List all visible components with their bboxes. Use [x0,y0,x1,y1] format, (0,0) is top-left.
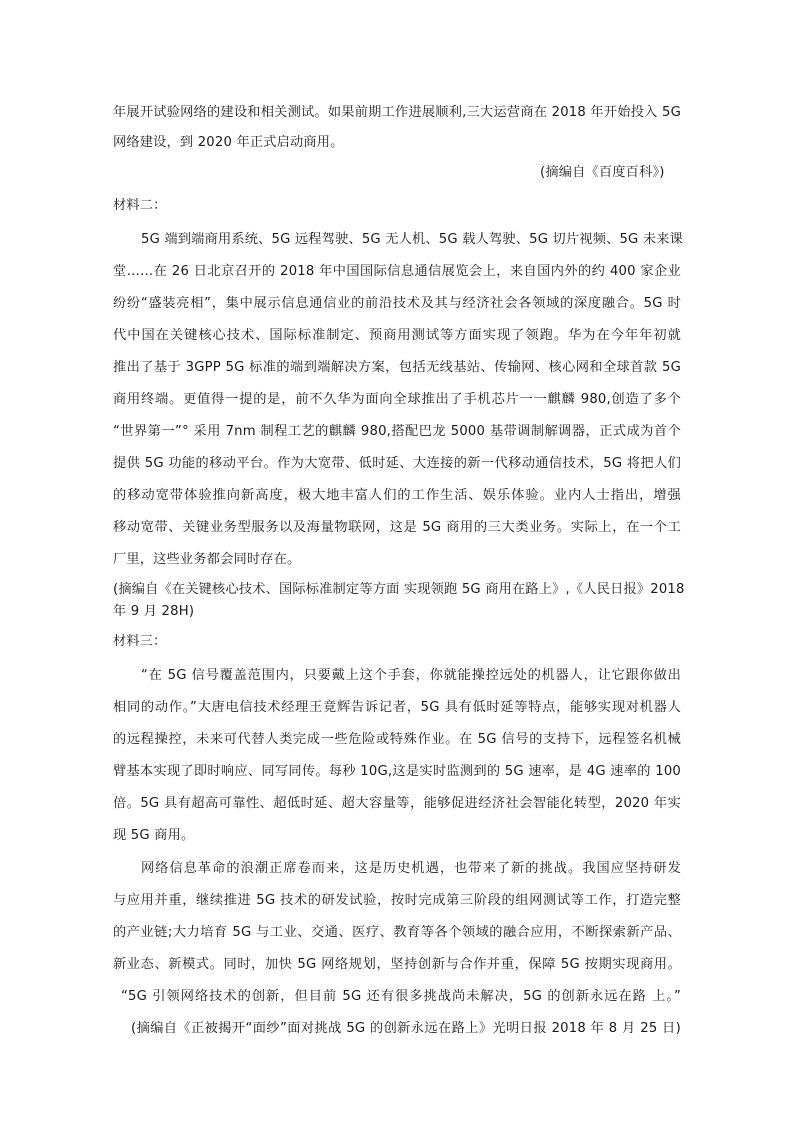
section-heading: 材料三： [113,634,167,649]
paragraph-line: 商用终端。更值得一提的是，前不久华为面向全球推出了手机芯片一一麒麟 980,创造了多个 [113,392,681,407]
paragraph-line: 的移动宽带体验推向新高度，极大地丰富人们的工作生活、娱乐体验。业内人士指出，增强 [113,488,681,503]
paragraph-line: 提供 5G 功能的移动平台。作为大宽带、低时延、大连接的新一代移动通信技术，5G 将把人们 [113,456,681,471]
source-citation: 年 9 月 28H) [113,604,195,619]
paragraph-line: 移动宽带、关键业务型服务以及海量物联网，这是 5G 商用的三大类业务。实际上，在一个工 [113,520,681,535]
paragraph-line: 新业态、新模式。同时，加快 5G 网络规划，坚持创新与合作并重，保障 5G 按期实现商用。 [113,957,681,972]
paragraph-line: “世界第一”° 采用 7nm 制程工艺的麒麟 980,搭配巴龙 5000 基带调制解调器，正式成为首个 [113,424,681,439]
paragraph-line: 推出了基于 3GPP 5G 标准的端到端解决方案，包括无线基站、传输网、核心网和全球首款 5G [113,360,681,375]
paragraph-line: 的产业链;大力培育 5G 与工业、交通、医疗、教育等各个领域的融合应用，不断探索新产品、 [113,925,681,940]
paragraph-line: 厂里，这些业务都会同时存在。 [113,552,301,567]
paragraph-line: 与应用并重，继续推进 5G 技术的研发试验，按时完成第三阶段的组网测试等工作，打造完整 [113,893,681,908]
paragraph-line: 堂……在 26 日北京召开的 2018 年中国国际信息通信展览会上，来自国内外的约 400 家企业 [113,264,681,279]
paragraph-line: 5G 端到端商用系统、5G 远程驾驶、5G 无人机、5G 载人驾驶、5G 切片视频、5G 未来课 [141,232,684,247]
paragraph-line: 相同的动作。”大唐电信技术经理王竟辉告诉记者，5G 具有低时延等特点，能够实现对机器人 [113,700,681,715]
paragraph-line: 代中国在关键核心技术、国际标准制定、预商用测试等方面实现了领跑。华为在今年年初就 [113,328,681,343]
paragraph-line: 臂基本实现了即时响应、同写同传。每秒 10G,这是实时监测到的 5G 速率，是 4G 速率的 100 [113,764,681,779]
paragraph-line: 网络信息革命的浪潮正席卷而来，这是历史机遇，也带来了新的挑战。我国应坚持研发 [141,861,681,876]
source-citation: (摘编自《百度百科》) [540,165,665,180]
paragraph-line: “在 5G 信号覆盖范围内，只要戴上这个手套，你就能操控远处的机器人，让它跟你做出 [141,668,681,683]
paragraph-line: 纷纷“盛装亮相”，集中展示信息通信业的前沿技术及其与经济社会各领域的深度融合。5G 时 [113,296,681,311]
source-citation: (摘编自《正被揭开“面纱”面对挑战 5G 的创新永远在路上》光明日报 2018 年 8 月 25 日) [131,1021,681,1036]
paragraph-line: 网络建设，到 2020 年正式启动商用。 [113,135,344,150]
paragraph-line: 现 5G 商用。 [113,828,195,843]
paragraph-line: “5G 引领网络技术的创新，但目前 5G 还有很多挑战尚未解决，5G 的创新永远在路 上。” [121,989,681,1004]
section-heading: 材料二： [113,198,167,213]
paragraph-line: 的远程操控，未来可代替人类完成一些危险或特殊作业。在 5G 信号的支持下，远程签名机械 [113,732,681,747]
paragraph-line: 年展开试验网络的建设和相关测试。如果前期工作进展顺利,三大运营商在 2018 年开始投入 5G [113,105,681,120]
paragraph-line: 倍。5G 具有超高可靠性、超低时延、超大容量等，能够促进经济社会智能化转型，2020 年实 [113,796,681,811]
source-citation: (摘编自《在关键核心技术、国际标准制定等方面 实现领跑 5G 商用在路上》,《人民日报》2018 [113,582,685,597]
